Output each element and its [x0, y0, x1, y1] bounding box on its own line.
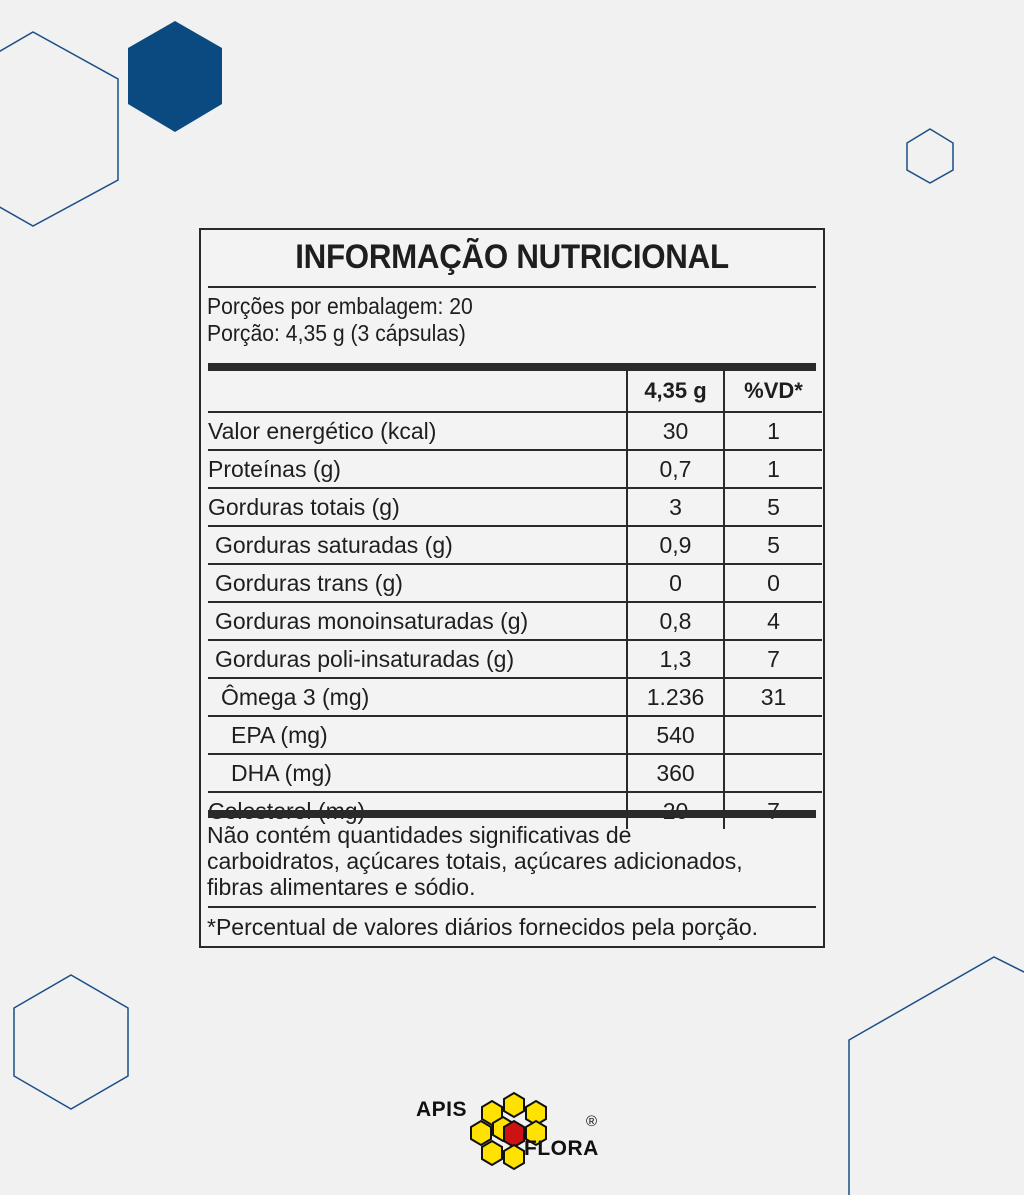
- nutrient-dv-cell: [724, 754, 822, 792]
- note-line: Não contém quantidades significativas de: [207, 822, 632, 848]
- nutrient-dv-cell: 7: [724, 640, 822, 678]
- hexagon-outline-top-left: [0, 32, 118, 226]
- nutrient-table: [208, 371, 822, 829]
- table-row: [208, 412, 822, 450]
- nutrient-amount-cell: 30: [627, 412, 724, 450]
- panel-title: INFORMAÇÃO NUTRICIONAL: [295, 238, 729, 276]
- nutrient-amount-cell: 0,7: [627, 450, 724, 488]
- nutrient-name-cell: Gorduras totais (g): [208, 488, 627, 526]
- table-row: [208, 678, 822, 716]
- hexagon-filled-top: [128, 21, 222, 132]
- nutrient-name-cell: Gorduras poli-insaturadas (g): [208, 640, 627, 678]
- table-row: [208, 450, 822, 488]
- serving-size: Porção: 4,35 g (3 cápsulas): [207, 320, 466, 346]
- table-row: [208, 640, 822, 678]
- nutrient-name-cell: Gorduras trans (g): [208, 564, 627, 602]
- nutrient-dv-cell: 5: [724, 526, 822, 564]
- nutrient-amount-cell: 0,9: [627, 526, 724, 564]
- dv-footnote: *Percentual de valores diários fornecidos pela porção.: [207, 914, 759, 940]
- footnote-divider: [208, 906, 816, 908]
- header-nutrient-cell: [208, 371, 627, 412]
- note-line: carboidratos, açúcares totais, açúcares adicionados,: [207, 848, 743, 874]
- nutrient-amount-cell: 540: [627, 716, 724, 754]
- nutrient-amount-cell: 1,3: [627, 640, 724, 678]
- hexagon-outline-bottom-left: [14, 975, 128, 1109]
- nutrient-dv-cell: 5: [724, 488, 822, 526]
- nutrient-amount-cell: 1.236: [627, 678, 724, 716]
- table-row: [208, 754, 822, 792]
- nutrient-name-cell: Gorduras monoinsaturadas (g): [208, 602, 627, 640]
- logo-word-flora: FLORA: [524, 1137, 599, 1160]
- nutrient-dv-cell: 1: [724, 450, 822, 488]
- logo-word-apis: APIS: [416, 1098, 468, 1121]
- nutrient-dv-cell: 1: [724, 412, 822, 450]
- table-row: [208, 564, 822, 602]
- nutrient-dv-cell: 0: [724, 564, 822, 602]
- note-line: fibras alimentares e sódio.: [207, 874, 476, 900]
- title-divider: [208, 286, 816, 288]
- nutrient-name-cell: DHA (mg): [208, 754, 627, 792]
- header-amount-cell: 4,35 g: [627, 371, 724, 412]
- footer-thick-divider: [208, 810, 816, 818]
- hexagon-outline-small-right: [907, 129, 953, 183]
- nutrient-amount-cell: 0: [627, 564, 724, 602]
- nutrient-name-cell: Gorduras saturadas (g): [208, 526, 627, 564]
- header-thick-divider: [208, 363, 816, 371]
- nutrient-amount-cell: 3: [627, 488, 724, 526]
- honeycomb-icon: [468, 1085, 563, 1180]
- nutrient-name-cell: EPA (mg): [208, 716, 627, 754]
- nutrient-amount-cell: 0,8: [627, 602, 724, 640]
- table-header-row: [208, 371, 822, 412]
- nutrient-dv-cell: 31: [724, 678, 822, 716]
- nutrient-name-cell: Ômega 3 (mg): [208, 678, 627, 716]
- nutrient-dv-cell: [724, 716, 822, 754]
- nutrient-amount-cell: 360: [627, 754, 724, 792]
- table-row: [208, 526, 822, 564]
- nutrient-dv-cell: 4: [724, 602, 822, 640]
- nutrient-name-cell: Valor energético (kcal): [208, 412, 627, 450]
- not-significant-note: [207, 822, 743, 900]
- nutrition-facts-panel: [199, 228, 825, 948]
- apis-flora-logo: [416, 1085, 616, 1180]
- table-row: [208, 716, 822, 754]
- servings-per-package: Porções por embalagem: 20: [207, 293, 473, 319]
- header-dv-cell: %VD*: [724, 371, 822, 412]
- registered-mark: ®: [586, 1113, 598, 1130]
- nutrient-name-cell: Proteínas (g): [208, 450, 627, 488]
- table-row: [208, 602, 822, 640]
- hexagon-outline-bottom-right: [849, 957, 1024, 1195]
- table-row: [208, 488, 822, 526]
